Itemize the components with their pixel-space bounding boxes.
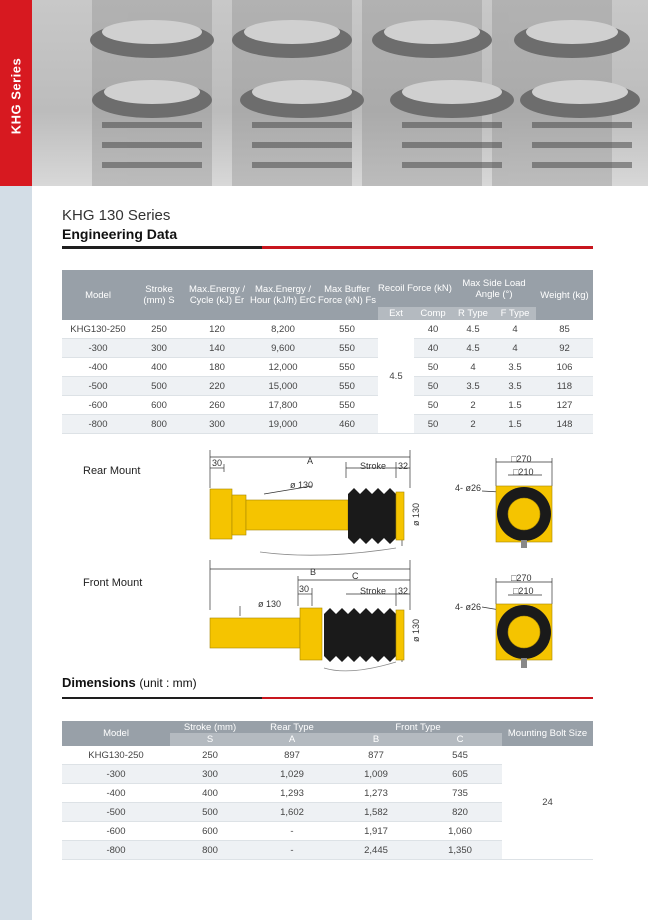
cell: 550 <box>316 396 378 415</box>
cell: 800 <box>134 415 184 434</box>
dim-a: A <box>306 456 314 466</box>
cell: 1,293 <box>250 784 334 803</box>
cell: 1.5 <box>494 396 536 415</box>
col-front-c: C <box>418 733 502 746</box>
cell: 300 <box>170 765 250 784</box>
cell: 460 <box>316 415 378 434</box>
cell: 180 <box>184 358 250 377</box>
cell: KHG130-250 <box>62 320 134 339</box>
cell: 140 <box>184 339 250 358</box>
dim-stroke: Stroke <box>360 586 387 596</box>
cell: -300 <box>62 765 170 784</box>
cell: 106 <box>536 358 593 377</box>
cell: 40 <box>414 339 452 358</box>
cell: 92 <box>536 339 593 358</box>
cell: 15,000 <box>250 377 316 396</box>
dim-b: B <box>310 567 317 577</box>
cell: 4.5 <box>452 320 494 339</box>
cell: 148 <box>536 415 593 434</box>
table-row <box>62 377 593 396</box>
col-recoil-force: Recoil Force (kN) <box>378 270 452 307</box>
col-rear-type: Rear Type <box>250 721 334 733</box>
cell: 3.5 <box>452 377 494 396</box>
cell: -500 <box>62 803 170 822</box>
cell: 545 <box>418 746 502 765</box>
cell: 550 <box>316 377 378 396</box>
dim-diameter: ø 130 <box>290 480 314 490</box>
cell: 3.5 <box>494 358 536 377</box>
cell: 17,800 <box>250 396 316 415</box>
cell-recoil-ext: 4.5 <box>378 320 414 434</box>
col-energy-cycle: Max.Energy / Cycle (kJ) Er <box>184 270 250 320</box>
cell: 1,582 <box>334 803 418 822</box>
sq-inner: □210 <box>513 467 534 477</box>
cell: KHG130-250 <box>62 746 170 765</box>
piston-tube <box>246 500 348 530</box>
rear-mount-label: Rear Mount <box>83 465 141 477</box>
front-mount-side-drawing <box>200 558 425 678</box>
col-buffer-force: Max Buffer Force (kN) Fs <box>316 270 378 320</box>
cell: 600 <box>170 822 250 841</box>
bolt-holes: 4- ø26 <box>455 483 482 493</box>
cell: 800 <box>170 841 250 860</box>
dim-stroke: Stroke <box>360 461 387 471</box>
cell: 400 <box>134 358 184 377</box>
dim-32: 32 <box>398 586 409 596</box>
cell: 500 <box>134 377 184 396</box>
sq-inner: □210 <box>513 586 534 596</box>
cell: 50 <box>414 377 452 396</box>
safety-rope <box>324 662 396 671</box>
cell: 897 <box>250 746 334 765</box>
cell: 1,350 <box>418 841 502 860</box>
cell: 12,000 <box>250 358 316 377</box>
cylinder-tube <box>210 618 300 648</box>
safety-rope <box>260 548 396 555</box>
cell: 400 <box>170 784 250 803</box>
cell: 118 <box>536 377 593 396</box>
col-weight: Weight (kg) <box>536 270 593 320</box>
cell: 19,000 <box>250 415 316 434</box>
cell: -400 <box>62 784 170 803</box>
col-energy-hour: Max.Energy / Hour (kJ/h) ErC <box>250 270 316 320</box>
cell: 820 <box>418 803 502 822</box>
pad-circle <box>508 616 540 648</box>
front-mount-end-view <box>452 568 572 672</box>
cell: 120 <box>184 320 250 339</box>
cell: -400 <box>62 358 134 377</box>
cell: 4 <box>494 339 536 358</box>
cell: 550 <box>316 358 378 377</box>
col-mounting-bolt: Mounting Bolt Size <box>502 721 593 746</box>
front-plate <box>396 610 404 660</box>
cell: 3.5 <box>494 377 536 396</box>
cell: 550 <box>316 320 378 339</box>
cell: 1,029 <box>250 765 334 784</box>
cell: 2 <box>452 396 494 415</box>
engineering-data-table <box>62 270 593 434</box>
col-model: Model <box>62 270 134 320</box>
bellows <box>348 488 396 544</box>
col-stroke: Stroke (mm) S <box>134 270 184 320</box>
front-mount-label: Front Mount <box>83 577 143 589</box>
sq-outer: □270 <box>511 573 532 583</box>
table-row <box>62 396 593 415</box>
dim-diameter-vertical: ø 130 <box>411 502 421 526</box>
table-row <box>62 415 593 434</box>
dim-c: C <box>352 571 359 581</box>
cell: -800 <box>62 415 134 434</box>
rear-mount-end-view <box>452 452 572 552</box>
hero-photo <box>32 0 648 186</box>
rope-bolt <box>521 540 527 548</box>
col-stroke: Stroke (mm) <box>170 721 250 733</box>
dim-32: 32 <box>398 461 409 471</box>
title-rule-accent <box>62 246 262 249</box>
cell: 2,445 <box>334 841 418 860</box>
col-model: Model <box>62 721 170 746</box>
col-recoil-comp: Comp <box>414 307 452 320</box>
cell: 4 <box>494 320 536 339</box>
cell: - <box>250 841 334 860</box>
col-front-type: Front Type <box>334 721 502 733</box>
cell: 1.5 <box>494 415 536 434</box>
cell: 260 <box>184 396 250 415</box>
dimensions-rule-accent <box>62 697 262 699</box>
cell: 2 <box>452 415 494 434</box>
section-title: Engineering Data <box>62 226 178 242</box>
col-recoil-ext: Ext <box>378 307 414 320</box>
series-title: KHG 130 Series <box>62 207 171 224</box>
cell: -600 <box>62 396 134 415</box>
cell: 85 <box>536 320 593 339</box>
dimensions-unit: (unit : mm) <box>139 676 197 690</box>
rear-flange <box>210 489 232 539</box>
dimensions-table <box>62 721 593 860</box>
table-row <box>62 358 593 377</box>
cell: 4.5 <box>452 339 494 358</box>
cell: 1,060 <box>418 822 502 841</box>
bolt-holes: 4- ø26 <box>455 602 482 612</box>
cell: 50 <box>414 415 452 434</box>
cell: 1,602 <box>250 803 334 822</box>
col-stroke-s: S <box>170 733 250 746</box>
cell: 550 <box>316 339 378 358</box>
rope-bolt <box>521 658 527 668</box>
table-row <box>62 746 593 765</box>
cell: 605 <box>418 765 502 784</box>
cell: - <box>250 822 334 841</box>
cell: 250 <box>170 746 250 765</box>
cell: 127 <box>536 396 593 415</box>
cell: 600 <box>134 396 184 415</box>
col-front-b: B <box>334 733 418 746</box>
cell: 300 <box>184 415 250 434</box>
cell: 1,917 <box>334 822 418 841</box>
cell: 8,200 <box>250 320 316 339</box>
cell: 250 <box>134 320 184 339</box>
dim-diameter: ø 130 <box>258 599 282 609</box>
sq-outer: □270 <box>511 454 532 464</box>
cell: 50 <box>414 358 452 377</box>
cell: 735 <box>418 784 502 803</box>
cell: 4 <box>452 358 494 377</box>
dim-30: 30 <box>212 458 223 468</box>
bellows <box>324 608 396 662</box>
cell: 877 <box>334 746 418 765</box>
cell: 1,273 <box>334 784 418 803</box>
front-plate <box>396 492 404 540</box>
dimensions-title: Dimensions (unit : mm) <box>62 675 197 690</box>
cell: -500 <box>62 377 134 396</box>
sidebar-series-label: KHG Series <box>8 57 24 135</box>
pad-circle <box>508 498 540 530</box>
cell: -600 <box>62 822 170 841</box>
cell: 9,600 <box>250 339 316 358</box>
cell: -300 <box>62 339 134 358</box>
cell: 300 <box>134 339 184 358</box>
table-row <box>62 339 593 358</box>
col-side-f: F Type <box>494 307 536 320</box>
col-rear-a: A <box>250 733 334 746</box>
table-row <box>62 320 593 339</box>
col-side-r: R Type <box>452 307 494 320</box>
cell: 220 <box>184 377 250 396</box>
col-side-load: Max Side Load Angle (°) <box>452 270 536 307</box>
rear-housing <box>232 495 246 535</box>
cell: 50 <box>414 396 452 415</box>
dim-diameter-vertical: ø 130 <box>411 618 421 642</box>
cell: 500 <box>170 803 250 822</box>
cell: 1,009 <box>334 765 418 784</box>
front-flange <box>300 608 322 660</box>
cell: 40 <box>414 320 452 339</box>
dim-30: 30 <box>299 584 310 594</box>
rear-mount-side-drawing <box>200 448 425 563</box>
cell-bolt-size: 24 <box>502 746 593 860</box>
cell: -800 <box>62 841 170 860</box>
